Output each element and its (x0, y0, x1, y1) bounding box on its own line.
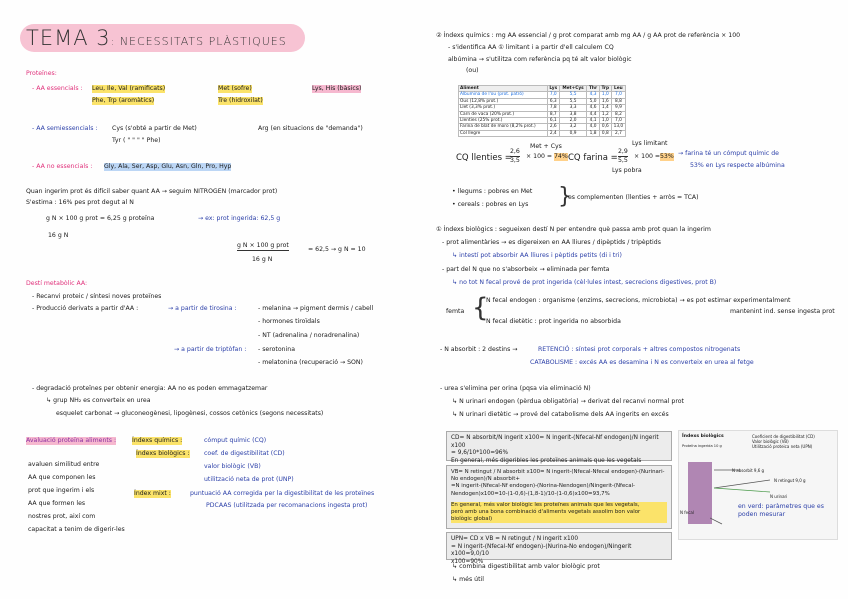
iq-line-4: (ou) (466, 67, 479, 74)
urea-line-2: ↳ N urinari endogen (pèrdua obligatòria) → derivat del recanvi normal prot (452, 398, 684, 405)
essencials-ramificats: Leu, Ile, Val (ramificats) (92, 85, 166, 92)
urea-line-1: - urea s'elimina per orina (pqsa via eliminació N) (440, 385, 591, 392)
table-cell: 1,0 (599, 92, 611, 98)
table-cell: 1,0 (599, 118, 611, 124)
trp-from: → a partir de triptòfan : (174, 346, 247, 353)
iq-line-2: - s'identifica AA ① limitant i a partir d'ell calculem CQ (448, 44, 614, 51)
table-header: Trp (599, 86, 611, 92)
nitrogen-formula-den: 16 g N (48, 232, 69, 239)
vb-formula-box (446, 465, 672, 529)
desti-heading: Destí metabòlic AA: (26, 280, 88, 287)
table-header: Thr (587, 86, 600, 92)
upn-result: x100=90% (451, 558, 484, 565)
index-biologics-label: Índexs biològics : (136, 450, 190, 457)
llegums-line: • llegums : pobres en Met (452, 188, 533, 195)
desti-2: - Producció derivats a partir d'AA : (32, 305, 139, 312)
table-cell: 0,8 (599, 130, 611, 136)
table-cell: 6,1 (547, 118, 559, 124)
femta-dietetic: N fecal dietètic : prot ingerida no absorbida (486, 318, 621, 325)
table-cell: 7,0 (547, 92, 559, 98)
figure-n-fecal: N fecal (680, 510, 694, 515)
avaluacio-side-1: avaluen similitud entre (28, 461, 100, 468)
cq-note-lys-pobra: Lys pobra (612, 167, 642, 174)
figure-note: en verd: paràmetres que es poden mesurar (738, 503, 824, 518)
figure-n-retingut: N retingut 9,0 g (774, 478, 806, 483)
essencials-label: - AA essencials : (32, 85, 83, 92)
degradacio-2: ↳ grup NH₂ es converteix en urea (46, 397, 151, 404)
table-cell: Col llegre (459, 130, 548, 136)
figure-legend-1: Coeficient de digestibilitat (CD) (752, 434, 815, 439)
index-biologics-cd: coef. de digestibilitat (CD) (204, 450, 285, 457)
vb-note-3: biològic global) (451, 516, 667, 523)
index-mixt-label: Índex mixt : (134, 490, 171, 497)
table-cell: 7,0 (611, 118, 625, 124)
ib-line-4: - part del N que no s'absorbeix → eliminada per femta (442, 266, 610, 273)
tyr-from: → a partir de tirosina : (168, 305, 237, 312)
brace: } (558, 184, 572, 209)
title-main: TEMA 3 (26, 26, 111, 50)
table-cell: Carn de vaca (20% prot.) (459, 111, 548, 117)
table-cell: Albumina de l'ou (prot. patró) (459, 92, 548, 98)
table-cell: 9,9 (611, 105, 625, 111)
table-cell: 2,7 (611, 130, 625, 136)
table-cell: 1,8 (587, 130, 600, 136)
absorbit-retencio: RETENCIÓ : síntesi prot corporals + altres compostos nitrogenats (538, 346, 741, 353)
table-cell: 2,0 (559, 118, 586, 124)
ib-line-3: ↳ intestí pot absorbir AA lliures i pèptids petits (di i tri) (452, 252, 622, 259)
title-sub: : NECESSITATS PLÀSTIQUES (110, 35, 287, 48)
ib-line-2: - prot alimentàries → es digereixen en AA lliures / dipèptids / tripèptids (442, 239, 661, 246)
ib-line-1: ① Índexs biològics : segueixen destí N per entendre què passa amb prot quan la ingerim (436, 226, 711, 233)
table-cell: 5,0 (587, 98, 600, 104)
tyr-hormones: - hormones tiroïdals (258, 318, 320, 325)
table-row (459, 130, 626, 136)
cd-formula: CD= N absorbit/N ingerit x100= N ingerit-(Nfecal-Nf endogen)/N ingerit x100 (451, 435, 659, 449)
table-cell: 1,2 (599, 111, 611, 117)
nitrogen-example: → ex: prot ingerida: 62,5 g (198, 215, 281, 222)
table-cell: 1,6 (599, 98, 611, 104)
avaluacio-side-3: prot que ingerim i els (28, 487, 95, 494)
trp-melatonina: - melatonina (recuperació → SON) (258, 359, 363, 366)
cd-result: = 9,6/10*100=96% (451, 450, 508, 456)
table-cell: Llenties (25% prot.) (459, 118, 548, 124)
index-mixt-2: PDCAAS (utilitzada per recomanacions ingesta prot) (206, 502, 368, 509)
nitrogen-line-2: S'estima : 16% pes prot degut al N (26, 199, 134, 206)
table-cell: 7,8 (547, 105, 559, 111)
table-cell: 4,0 (587, 124, 600, 130)
table-cell: 5,5 (559, 92, 586, 98)
nitrogen-formula-2-den: 16 g N (252, 256, 273, 263)
essencials-sofre: Met (sofre) (218, 85, 252, 92)
figure-legend-2: Valor biològic (VB) (752, 439, 789, 444)
table-cell: 3,3 (559, 105, 586, 111)
table-cell: 6,3 (547, 98, 559, 104)
trp-serotonina: - serotonina (258, 346, 295, 353)
vb-formula-2: =N ingerit-(Nfecal-Nf endogen)-(Norina-Nendogen)/Ningerit-(Nfecal- (451, 483, 635, 490)
avaluacio-side-6: capacitat a tenim de digerir-les (28, 526, 125, 533)
cq-note-metcys: Met + Cys (530, 143, 562, 150)
footer-line-2: ↳ més útil (452, 576, 484, 583)
avaluacio-side-5: nostres prot, així com (28, 513, 96, 520)
cq-farina-label: CQ farina = (568, 153, 618, 163)
figure-bar-label: Proteïna ingerida 10 g (682, 444, 722, 448)
figure-n-absorbit: N absorbit 9,6 g (732, 468, 765, 473)
table-cell: Ous (12,8% prot.) (459, 98, 548, 104)
avaluacio-side-2: AA que componen les (28, 474, 96, 481)
figure-title: Índexs biològics (682, 434, 724, 439)
iq-line-3: albúmina → s'utilitza com referència pq té alt valor biològic (448, 56, 632, 63)
nitrogen-formula-1: g N × 100 g prot = 6,25 g proteïna (46, 215, 155, 222)
table-cell: 0,6 (599, 124, 611, 130)
femta-brace: { (472, 293, 489, 323)
cq-llenties-result: 74% (554, 153, 568, 160)
nitrogen-result: = 62,5 → g N = 10 (308, 246, 366, 253)
femta-endogen: N fecal endogen : organisme (enzims, secrecions, microbiota) → es pot estimar experimentalment (486, 297, 791, 304)
nitrogen-formula-2: g N × 100 g prot (237, 242, 289, 249)
cq-side-2: 53% en Lys respecte albúmina (690, 162, 785, 169)
cq-llenties-den: 3,5 (510, 157, 520, 164)
table-cell: 2,4 (547, 130, 559, 136)
cereals-line: • cereals : pobres en Lys (452, 201, 529, 208)
cq-farina-result: 53% (660, 153, 674, 160)
upn-formula: UPN= CD x VB = N retingut / N ingerit x100 (451, 536, 579, 542)
avaluacio-heading: Avaluació proteïna aliments : (26, 437, 117, 444)
ib-line-5: ↳ no tot N fecal prové de prot ingerida (cèl·lules intest, secrecions digestives, prot B) (452, 279, 717, 286)
table-cell: Farina de blat de moro (8,2% prot.) (459, 124, 548, 130)
table-cell: 5,5 (559, 98, 586, 104)
urea-line-3: ↳ N urinari dietètic → prové del catabolisme dels AA ingerits en excés (452, 411, 669, 418)
table-cell: 3,2 (559, 124, 586, 130)
avaluacio-side-4: AA que formen les (28, 500, 86, 507)
table-cell: 7,0 (611, 92, 625, 98)
semiessencials-label: - AA semiessencials : (32, 125, 98, 132)
proteines-heading: Proteïnes: (26, 70, 57, 77)
tyr-nt: - NT (adrenalina / noradrenalina) (258, 332, 360, 339)
page-title (20, 24, 305, 52)
cq-farina-den: 5,5 (618, 157, 628, 164)
essencials-basics: Lys, His (bàsics) (312, 85, 362, 92)
femta-label: femta (446, 308, 465, 315)
noessencials-label: - AA no essencials : (32, 163, 93, 170)
essencials-hidroxilat: Tre (hidroxilat) (218, 97, 263, 104)
table-header: Met+Cys (559, 86, 586, 92)
degradacio-3: esquelet carbonat → gluconeogènesi, lipogènesi, cossos cetònics (segons necessitats) (56, 410, 324, 417)
upn-formula-2: = N ingerit-(Nfecal-Nf endogen)-(Nurina-No endogen)/Ningerit x100=9,0/10 (451, 543, 632, 557)
cd-note: En general, més digeribles les proteïnes animals que les vegetals (451, 457, 642, 464)
table-header: Lys (547, 86, 559, 92)
complement-line: es complementen (llenties + arròs = TCA) (568, 194, 699, 201)
table-cell: Llet (3,3% prot.) (459, 105, 548, 111)
semi-cys: Cys (s'obté a partir de Met) (112, 125, 197, 132)
table-cell: 13,0 (611, 124, 625, 130)
table-cell: 3,8 (559, 111, 586, 117)
table-cell: 8,7 (547, 111, 559, 117)
index-biologics-unp: utilització neta de prot (UNP) (204, 476, 294, 483)
figure-n-urinari: N urinari (770, 494, 788, 499)
vb-formula-3: Nendogen)x100=10-(1-0,6)-(1,8-1)/10-(1-0,6)x100=93,7% (451, 490, 610, 497)
index-quimics-label: Índexs químics : (132, 437, 183, 444)
aminoacid-table (458, 85, 626, 137)
cq-side-1: → farina té un cómput químic de (678, 150, 779, 157)
table-cell: 4,6 (587, 105, 600, 111)
table-cell: 8,2 (611, 111, 625, 117)
semi-tyr: Tyr ( " " " " Phe) (112, 137, 161, 144)
index-mixt-1: puntuació AA corregida per la digestibilitat de les proteïnes (190, 490, 375, 497)
absorbit-line: - N absorbit : 2 destins → (440, 346, 518, 353)
desti-1: - Recanvi proteic / síntesi noves proteïnes (32, 293, 162, 300)
table-cell: 2,6 (547, 124, 559, 130)
index-biologics-vb: valor biològic (VB) (204, 463, 261, 470)
vb-note: En general, més valor biològic les proteïnes animals que les vegetals, (451, 502, 667, 509)
cq-llenties-x: × 100 = (526, 153, 553, 160)
table-header: Leu (611, 86, 625, 92)
figure-legend-3: Utilització proteica neta (UPN) (752, 444, 813, 449)
footer-line-1: ↳ combina digestibilitat amb valor biològic prot (452, 563, 600, 570)
cd-formula-box (446, 431, 672, 464)
table-cell: 0,9 (559, 130, 586, 136)
cq-llenties-label: CQ llenties = (456, 153, 512, 163)
upn-formula-box (446, 532, 672, 565)
table-cell: 1,4 (599, 105, 611, 111)
cq-note-lys-limitant: Lys limitant (632, 140, 668, 147)
nitrogen-line-1: Quan ingerim prot és difícil saber quant AA → seguim NITROGEN (marcador prot) (26, 188, 278, 195)
index-quimics-value: cómput químic (CQ) (204, 437, 267, 444)
vb-formula: VB= N retingut / N absorbit x100= N ingerit-(Nfecal-Nfecal endogen)-(Nurinari-No endogen)/N absorbit+ (451, 469, 665, 483)
absorbit-catabolisme: CATABOLISME : excés AA es desamina i N es converteix en urea al fetge (530, 359, 754, 366)
iq-line-1: ② Índexs químics : mg AA essencial / g prot comparat amb mg AA / g AA prot de referència × 100 (436, 32, 741, 39)
cq-farina-num: 2,9 (618, 148, 628, 155)
table-cell: 4,4 (587, 111, 600, 117)
essencials-aromatics: Phe, Trp (aromàtics) (92, 97, 155, 104)
table-header: Aliment (459, 86, 548, 92)
cq-farina-x: × 100 = (634, 153, 661, 160)
noessencials-values: Gly, Ala, Ser, Asp, Glu, Asn, Gln, Pro, Hyp (104, 163, 232, 170)
table-cell: 4,1 (587, 118, 600, 124)
tyr-melanina: - melanina → pigment dermis / cabell (258, 305, 374, 312)
table-cell: 8,8 (611, 98, 625, 104)
semi-arg: Arg (en situacions de "demanda") (258, 125, 363, 132)
femta-endogen-2: mantenint ind. sense ingesta prot (730, 308, 835, 315)
table-cell: 4,3 (587, 92, 600, 98)
cq-llenties-num: 2,6 (510, 148, 520, 155)
degradacio-1: - degradació proteïnes per obtenir energia: AA no es poden emmagatzemar (32, 385, 268, 392)
vb-note-2: però amb una bona combinació d'aliments vegetals assolim bon valor (451, 509, 667, 516)
